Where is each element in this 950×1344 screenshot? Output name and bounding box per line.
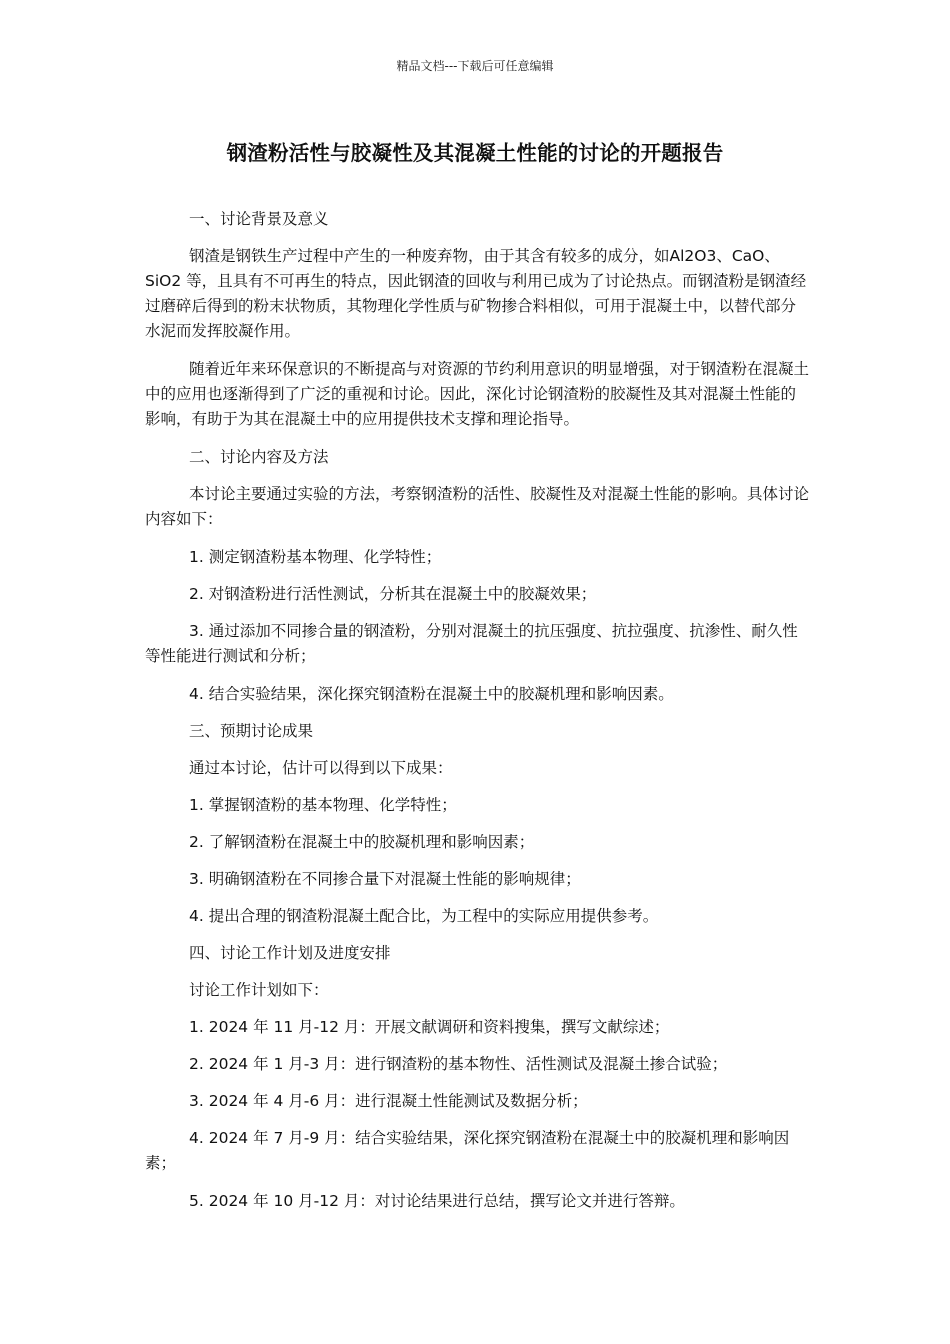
paragraph-plan-intro: 讨论工作计划如下：	[189, 981, 329, 999]
list-item-result-1: 1. 掌握钢渣粉的基本物理、化学特性；	[189, 796, 457, 814]
list-item-content-3: 3. 通过添加不同掺合量的钢渣粉，分别对混凝土的抗压强度、抗拉强度、抗渗性、耐久性等性能进行测试和分析；	[145, 622, 798, 665]
list-item-plan-1: 1. 2024 年 11 月-12 月：开展文献调研和资料搜集，撰写文献综述；	[189, 1018, 670, 1036]
section-heading-expected-results: 三、预期讨论成果	[189, 722, 314, 740]
paragraph-background-1: 钢渣是钢铁生产过程中产生的一种废弃物，由于其含有较多的成分，如Al2O3、CaO、SiO2 等，且具有不可再生的特点，因此钢渣的回收与利用已成为了讨论热点。而钢渣粉是钢渣经过磨碎后得到的粉末状物质，其物理化学性质与矿物掺合料相似，可用于混凝土中，以替代部分水泥而发挥胶凝作用。	[145, 247, 807, 340]
list-item-result-2: 2. 了解钢渣粉在混凝土中的胶凝机理和影响因素；	[189, 833, 535, 851]
list-item-plan-4: 4. 2024 年 7 月-9 月：结合实验结果，深化探究钢渣粉在混凝土中的胶凝机理和影响因素；	[145, 1129, 790, 1172]
list-item-result-4: 4. 提出合理的钢渣粉混凝土配合比，为工程中的实际应用提供参考。	[189, 907, 659, 925]
section-heading-background: 一、讨论背景及意义	[189, 210, 329, 228]
list-item-plan-3: 3. 2024 年 4 月-6 月：进行混凝土性能测试及数据分析；	[189, 1092, 588, 1110]
document-title: 钢渣粉活性与胶凝性及其混凝土性能的讨论的开题报告	[226, 141, 724, 165]
paragraph-background-2: 随着近年来环保意识的不断提高与对资源的节约利用意识的明显增强，对于钢渣粉在混凝土中的应用也逐渐得到了广泛的重视和讨论。因此，深化讨论钢渣粉的胶凝性及其对混凝土性能的影响，有助于为其在混凝土中的应用提供技术支撑和理论指导。	[145, 360, 810, 428]
section-heading-work-plan: 四、讨论工作计划及进度安排	[189, 944, 391, 962]
paragraph-content-intro: 本讨论主要通过实验的方法，考察钢渣粉的活性、胶凝性及对混凝土性能的影响。具体讨论内容如下：	[145, 485, 810, 528]
list-item-content-2: 2. 对钢渣粉进行活性测试，分析其在混凝土中的胶凝效果；	[189, 585, 597, 603]
document-body	[145, 207, 811, 1226]
list-item-content-1: 1. 测定钢渣粉基本物理、化学特性；	[189, 548, 442, 566]
section-heading-content-methods: 二、讨论内容及方法	[189, 448, 329, 466]
list-item-result-3: 3. 明确钢渣粉在不同掺合量下对混凝土性能的影响规律；	[189, 870, 581, 888]
list-item-plan-5: 5. 2024 年 10 月-12 月：对讨论结果进行总结，撰写论文并进行答辩。	[189, 1192, 685, 1210]
list-item-content-4: 4. 结合实验结果，深化探究钢渣粉在混凝土中的胶凝机理和影响因素。	[189, 685, 674, 703]
paragraph-results-intro: 通过本讨论，估计可以得到以下成果：	[189, 759, 453, 777]
page-header: 精品文档---下载后可任意编辑	[396, 59, 554, 73]
list-item-plan-2: 2. 2024 年 1 月-3 月：进行钢渣粉的基本物性、活性测试及混凝土掺合试验；	[189, 1055, 728, 1073]
